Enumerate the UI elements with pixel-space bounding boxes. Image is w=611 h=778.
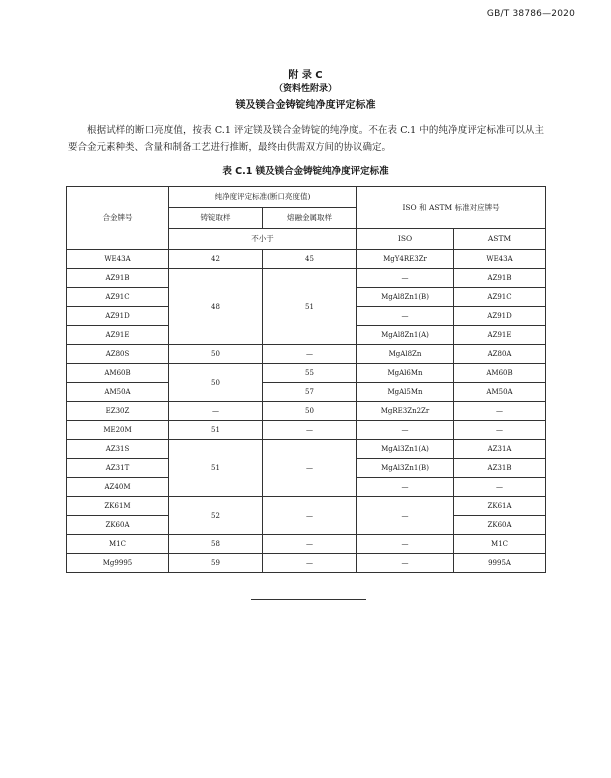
appendix-label: 附 录 C xyxy=(288,70,323,81)
table-row xyxy=(67,554,546,573)
purity-table xyxy=(66,186,546,573)
cell-melt: 57 xyxy=(263,383,357,402)
cell-iso: — xyxy=(357,497,454,535)
table-row xyxy=(67,421,546,440)
cell-melt: 55 xyxy=(263,364,357,383)
cell-alloy: AZ91B xyxy=(67,269,169,288)
table-row xyxy=(67,440,546,459)
cell-ingot: 59 xyxy=(169,554,263,573)
cell-astm: AM50A xyxy=(454,383,546,402)
cell-ingot: 51 xyxy=(169,421,263,440)
cell-astm: — xyxy=(454,478,546,497)
body-paragraph: 根据试样的断口亮度值，按表 C.1 评定镁及镁合金铸锭的纯净度。不在表 C.1 中的纯净度评定标准可以从主要合金元素种类、含量和制备工艺进行推断，最终由供需双方间的协议确定。 xyxy=(68,125,544,153)
cell-iso: MgAl5Mn xyxy=(357,383,454,402)
header-iso: ISO xyxy=(357,229,454,250)
cell-ingot: 58 xyxy=(169,535,263,554)
cell-alloy: AM50A xyxy=(67,383,169,402)
cell-astm: ZK60A xyxy=(454,516,546,535)
cell-ingot: 50 xyxy=(169,345,263,364)
cell-iso: MgAl8Zn xyxy=(357,345,454,364)
cell-astm: — xyxy=(454,421,546,440)
cell-iso: MgAl6Mn xyxy=(357,364,454,383)
header-iso-astm-group: ISO 和 ASTM 标准对应牌号 xyxy=(357,187,546,229)
cell-astm: — xyxy=(454,402,546,421)
appendix-nature: （资料性附录） xyxy=(273,84,337,94)
cell-melt: 50 xyxy=(263,402,357,421)
cell-alloy: AZ80S xyxy=(67,345,169,364)
cell-alloy: ME20M xyxy=(67,421,169,440)
header-alloy: 合金牌号 xyxy=(67,187,169,250)
cell-astm: AZ91D xyxy=(454,307,546,326)
table-row xyxy=(67,535,546,554)
cell-alloy: AZ40M xyxy=(67,478,169,497)
cell-ingot: 50 xyxy=(169,364,263,402)
cell-astm: AZ31B xyxy=(454,459,546,478)
cell-alloy: ZK61M xyxy=(67,497,169,516)
cell-alloy: AZ91D xyxy=(67,307,169,326)
cell-iso: — xyxy=(357,535,454,554)
table-row xyxy=(67,364,546,383)
cell-iso: MgY4RE3Zr xyxy=(357,250,454,269)
cell-alloy: EZ30Z xyxy=(67,402,169,421)
cell-iso: MgRE3Zn2Zr xyxy=(357,402,454,421)
cell-iso: — xyxy=(357,554,454,573)
cell-alloy: AZ31T xyxy=(67,459,169,478)
header-ingot-sampling: 铸锭取样 xyxy=(169,208,263,229)
table-row xyxy=(67,402,546,421)
cell-melt: 45 xyxy=(263,250,357,269)
cell-astm: WE43A xyxy=(454,250,546,269)
cell-iso: — xyxy=(357,421,454,440)
cell-iso: MgAl3Zn1(A) xyxy=(357,440,454,459)
cell-melt: — xyxy=(263,497,357,535)
cell-iso: — xyxy=(357,307,454,326)
cell-astm: AZ91E xyxy=(454,326,546,345)
cell-ingot: 51 xyxy=(169,440,263,497)
table-row xyxy=(67,269,546,288)
cell-melt: — xyxy=(263,345,357,364)
cell-alloy: AZ91E xyxy=(67,326,169,345)
cell-iso: MgAl3Zn1(B) xyxy=(357,459,454,478)
cell-astm: ZK61A xyxy=(454,497,546,516)
table-title: 表 C.1 镁及镁合金铸锭纯净度评定标准 xyxy=(222,166,389,177)
header-melt-sampling: 熔融金属取样 xyxy=(263,208,357,229)
cell-astm: M1C xyxy=(454,535,546,554)
standard-number: GB/T 38786—2020 xyxy=(486,9,575,19)
cell-iso: MgAl8Zn1(A) xyxy=(357,326,454,345)
table-row xyxy=(67,345,546,364)
cell-ingot: — xyxy=(169,402,263,421)
cell-alloy: WE43A xyxy=(67,250,169,269)
cell-ingot: 48 xyxy=(169,269,263,345)
cell-melt: — xyxy=(263,421,357,440)
cell-melt: — xyxy=(263,554,357,573)
cell-alloy: ZK60A xyxy=(67,516,169,535)
cell-astm: AZ91B xyxy=(454,269,546,288)
header-astm: ASTM xyxy=(454,229,546,250)
cell-astm: AM60B xyxy=(454,364,546,383)
table-row xyxy=(67,250,546,269)
cell-astm: AZ91C xyxy=(454,288,546,307)
cell-melt: — xyxy=(263,440,357,497)
cell-melt: — xyxy=(263,535,357,554)
cell-astm: AZ80A xyxy=(454,345,546,364)
cell-alloy: AZ91C xyxy=(67,288,169,307)
cell-alloy: Mg9995 xyxy=(67,554,169,573)
table-row xyxy=(67,383,546,402)
end-divider xyxy=(251,599,366,600)
cell-iso: — xyxy=(357,269,454,288)
header-not-less-than: 不小于 xyxy=(169,229,357,250)
cell-astm: AZ31A xyxy=(454,440,546,459)
table-row xyxy=(67,497,546,516)
cell-iso: MgAl8Zn1(B) xyxy=(357,288,454,307)
cell-alloy: M1C xyxy=(67,535,169,554)
cell-ingot: 42 xyxy=(169,250,263,269)
cell-melt: 51 xyxy=(263,269,357,345)
cell-iso: — xyxy=(357,478,454,497)
cell-astm: 9995A xyxy=(454,554,546,573)
header-purity-group: 纯净度评定标准(断口亮度值) xyxy=(169,187,357,208)
cell-ingot: 52 xyxy=(169,497,263,535)
cell-alloy: AZ31S xyxy=(67,440,169,459)
appendix-title: 镁及镁合金铸锭纯净度评定标准 xyxy=(235,100,376,111)
cell-alloy: AM60B xyxy=(67,364,169,383)
